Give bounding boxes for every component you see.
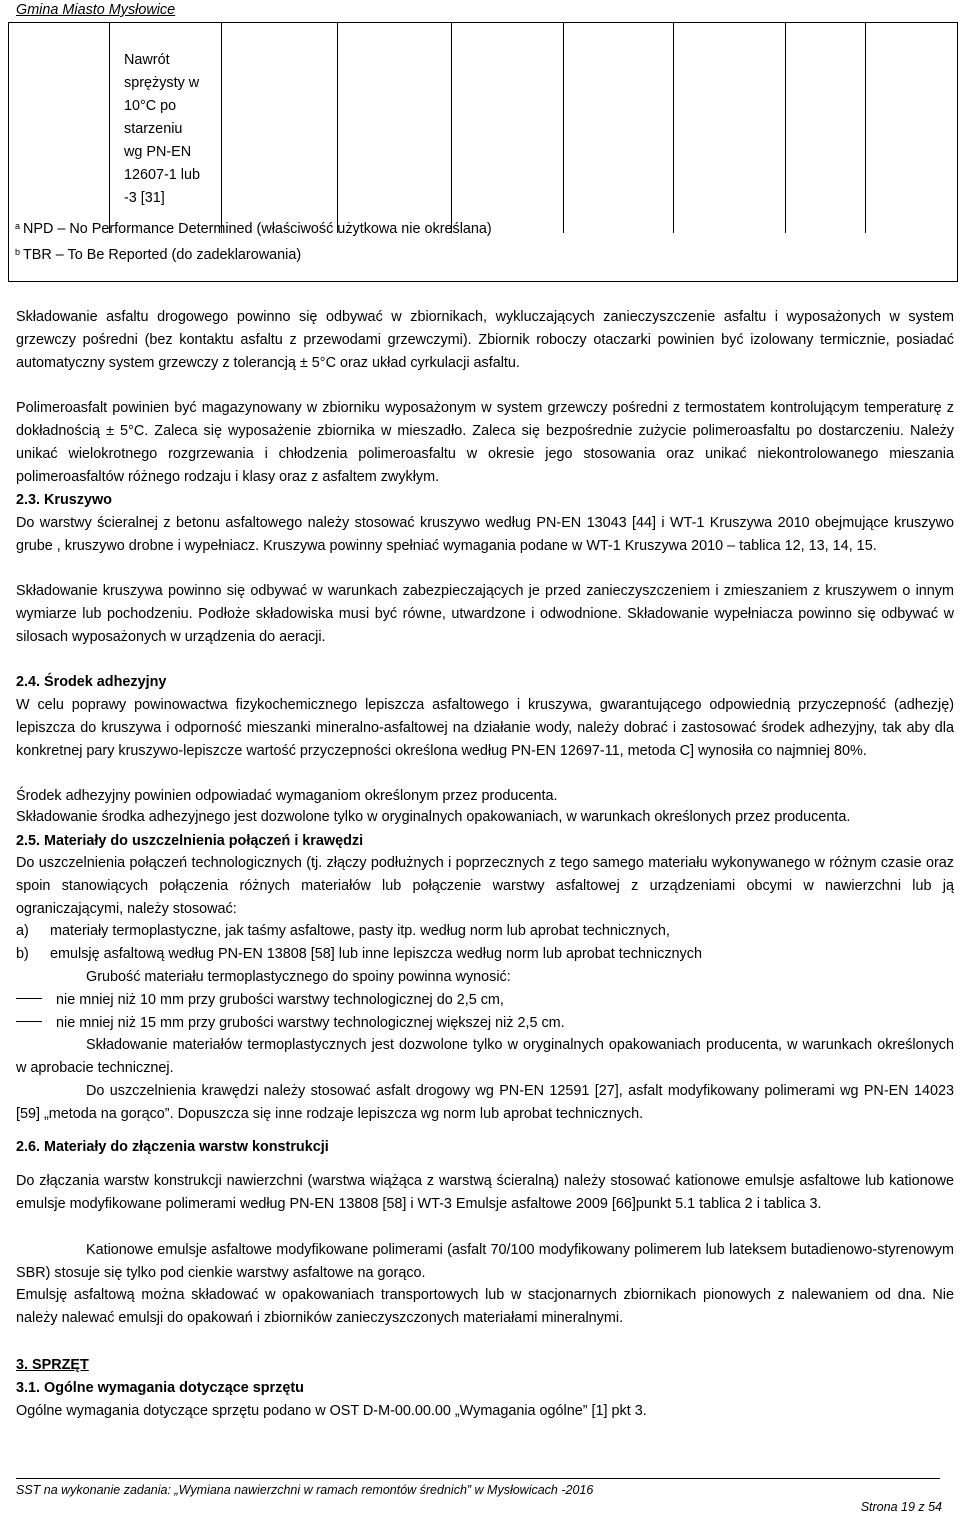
paragraph: W celu poprawy powinowactwa fizykochemicznego lepiszcza asfaltowego i kruszywa, gwarantującego odpowiednią przyczepność (adhezję) lepiszcza do kruszywa i odporność mieszanki mineralno-asfaltowej na działanie wody, należy dobrać i zastosować środek adhezyjny, tak aby dla konkretnej pary kruszywo-lepiszcze wartość przyczepności określona według PN-EN 12697-11, metoda C] wynosiła co najmniej 80%. [16, 697, 954, 759]
paragraph: Do uszczelnienia krawędzi należy stosować asfalt drogowy wg PN-EN 12591 [27], asfalt modyfikowany polimerami wg PN-EN 14023 [59] „metoda na gorąco”. Dopuszcza się inne rodzaje lepiszcza wg norm lub aprobat technicznych. [16, 1083, 954, 1122]
table-divider [337, 23, 338, 233]
section-heading: 2.6. Materiały do złączenia warstw konstrukcji [16, 1139, 329, 1155]
paragraph: Środek adhezyjny powinien odpowiadać wymaganiom określonym przez producenta. [16, 788, 558, 804]
table-divider [673, 23, 674, 233]
paragraph: Kationowe emulsje asfaltowe modyfikowane polimerami (asfalt 70/100 modyfikowany polimerem lub lateksem butadienowo-styrenowym SBR) stosuje się tylko pod cienkie warstwy asfaltowe na gorąco. [16, 1242, 954, 1281]
paragraph: Składowanie asfaltu drogowego powinno się odbywać w zbiornikach, wykluczających zanieczyszczenie asfaltu i wyposażonych w system grzewczy pośredni (bez kontaktu asfaltu z przewodami grzewczymi). Zbiornik roboczy otaczarki powinien być izolowany termicznie, posiadać automatyczny system grzewczy z tolerancją ± 5°C oraz układ cyrkulacji asfaltu. [16, 309, 954, 371]
paragraph: Do uszczelnienia połączeń technologicznych (tj. złączy podłużnych i poprzecznych z tego samego materiału wykonywanego w różnym czasie oraz spoin stanowiących połączenia różnych materiałów lub połączenie warstwy asfaltowej z urządzeniami obcymi w nawierzchni lub ją ograniczającymi, należy stosować: [16, 855, 954, 917]
section-heading: 2.4. Środek adhezyjny [16, 674, 167, 690]
paragraph: Emulsję asfaltową można składować w opakowaniach transportowych lub w stacjonarnych zbiornikach pionowych z nalewaniem od dna. Nie należy nalewać emulsji do opakowań i zbiorników zanieczyszczonych materiałami mineralnymi. [16, 1287, 954, 1326]
list-item: nie mniej niż 10 mm przy grubości warstwy technologicznej do 2,5 cm, [16, 989, 954, 1012]
section-heading: 2.5. Materiały do uszczelnienia połączeń i krawędzi [16, 833, 364, 849]
page-number: Strona 19 z 54 [860, 1500, 942, 1514]
paragraph: Składowanie środka adhezyjnego jest dozwolone tylko w oryginalnych opakowaniach, w warunkach określonych przez producenta. [16, 809, 851, 825]
footer-rule [16, 1478, 940, 1479]
section-heading: 3.1. Ogólne wymagania dotyczące sprzętu [16, 1380, 304, 1396]
paragraph: Ogólne wymagania dotyczące sprzętu podano w OST D-M-00.00.00 „Wymagania ogólne” [1] pkt 3. [16, 1403, 647, 1419]
paragraph: Do złączania warstw konstrukcji nawierzchni (warstwa wiążąca z warstwą ścieralną) należy stosować kationowe emulsje asfaltowe lub kationowe emulsje modyfikowane polimerami według PN-EN 13808 [58] i WT-3 Emulsje asfaltowe 2009 [66]punkt 5.1 tablica 2 i tablica 3. [16, 1173, 954, 1212]
list-item: nie mniej niż 15 mm przy grubości warstwy technologicznej większej niż 2,5 cm. [16, 1012, 954, 1035]
paragraph: Składowanie kruszywa powinno się odbywać w warunkach zabezpieczających je przed zanieczyszczeniem i zmieszaniem z kruszywem o innym wymiarze lub pochodzeniu. Podłoże składowiska musi być równe, utwardzone i odwodnione. Składowanie wypełniacza powinno się odbywać w silosach wyposażonych w urządzenia do aeracji. [16, 583, 954, 645]
paragraph: Składowanie materiałów termoplastycznych jest dozwolone tylko w oryginalnych opakowaniach producenta, w warunkach określonych w aprobacie technicznej. [16, 1037, 954, 1076]
list-item: b) emulsję asfaltową według PN-EN 13808 [58] lub inne lepiszcza według norm lub aprobat technicznych [16, 946, 702, 962]
table-divider [109, 23, 110, 233]
footer-title: SST na wykonanie zadania: „Wymiana nawierzchni w ramach remontów średnich” w Mysłowicach -2016 [16, 1483, 594, 1497]
table-divider [785, 23, 786, 233]
table-notes: $^a$ NPD – No Performance Determined (właściwość użytkowa nie określana) $^b$ TBR – To Be Reported (do zadeklarowania) [15, 221, 492, 263]
header-org: Gmina Miasto Mysłowice [16, 2, 176, 18]
paragraph: Grubość materiału termoplastycznego do spoiny powinna wynosić: [86, 969, 511, 985]
table-divider [563, 23, 564, 233]
table-divider [221, 23, 222, 233]
paragraph: Do warstwy ścieralnej z betonu asfaltowego należy stosować kruszywo według PN-EN 13043 [44] i WT-1 Kruszywa 2010 obejmujące kruszywo grube , kruszywo drobne i wypełniacz. Kruszywa powinny spełniać wymagania podane w WT-1 Kruszywa 2010 – tablica 12, 13, 14, 15. [16, 515, 954, 554]
chapter-heading: 3. SPRZĘT [16, 1357, 89, 1373]
paragraph: Polimeroasfalt powinien być magazynowany w zbiorniku wyposażonym w system grzewczy pośredni z termostatem kontrolującym temperaturę z dokładnością ± 5°C. Zaleca się wyposażenie zbiornika w mieszadło. Zaleca się bezpośrednie zużycie polimeroasfaltu po dostarczeniu. Należy unikać wielokrotnego rozgrzewania i chłodzenia polimeroasfaltu w okresie jego stosowania oraz unikać niekontrolowanego mieszania polimeroasfaltów różnego rodzaju i klasy oraz z asfaltem zwykłym. [16, 400, 954, 485]
section-heading: 2.3. Kruszywo [16, 492, 112, 508]
table-cell: Nawrót sprężysty w 10°C po starzeniu wg PN-EN 12607-1 lub -3 [31] [124, 52, 201, 206]
parameter-table [8, 22, 958, 282]
table-divider [451, 23, 452, 233]
list-item: a) materiały termoplastyczne, jak taśmy asfaltowe, pasty itp. według norm lub aprobat technicznych, [16, 923, 670, 939]
table-divider [865, 23, 866, 233]
